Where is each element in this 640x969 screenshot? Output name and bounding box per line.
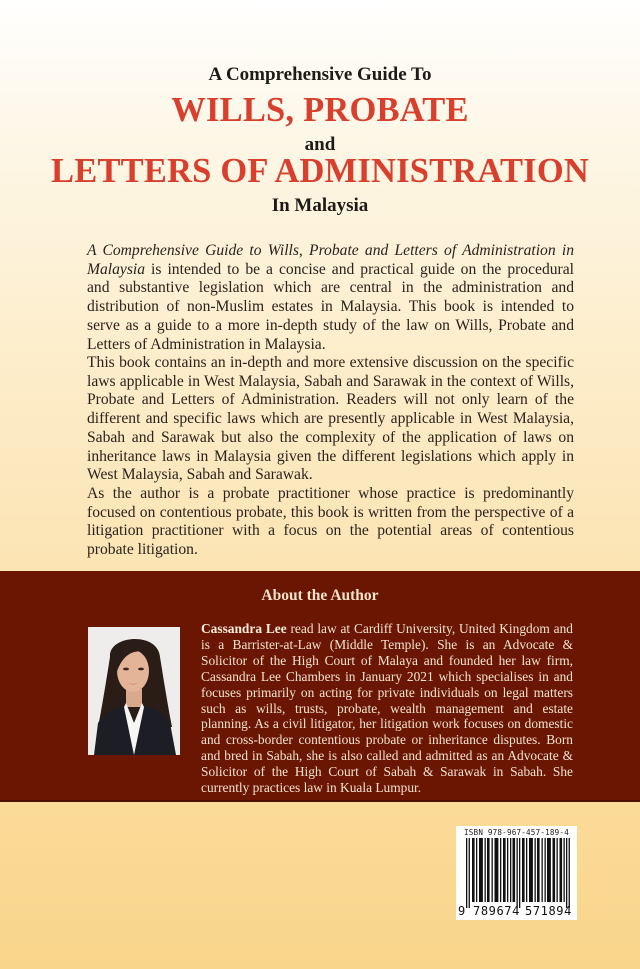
author-name: Cassandra Lee xyxy=(201,621,287,636)
author-portrait-icon xyxy=(88,627,180,755)
blurb-paragraph-3: As the author is a probate practitioner whose practice is predominantly focused on contentious probate, this book is written from the perspective of a litigation practitioner with a focus on the potential areas of contentious probate litigation. xyxy=(87,485,574,559)
about-author-heading: About the Author xyxy=(261,587,379,604)
author-photo xyxy=(88,627,180,755)
about-author-section xyxy=(0,571,640,802)
title-line-letters-of-administration: LETTERS OF ADMINISTRATION xyxy=(51,152,589,190)
author-bio xyxy=(201,621,573,796)
barcode-bars-icon xyxy=(466,838,570,908)
author-bio-text: read law at Cardiff University, United Kingdom and is a Barrister-at-Law (Middle Temple). She is an Advocate & Solicitor of the High Court of Malaya and founded her law firm, Cassandra Lee Chambers in January 2021 which specialises in and focuses primarily on acting for private individuals on legal matters such as wills, trusts, probate, wealth management and estate planning. As a civil litigator, her litigation work focuses on domestic and cross-border contentious probate or inheritance disputes. Born and bred in Sabah, she is also called and admitted as an Advocate & Solicitor of the High Court of Sabah & Sarawak in Sabah. She currently practices law in Kuala Lumpur. xyxy=(201,621,573,796)
title-line-wills-probate: WILLS, PROBATE xyxy=(171,91,469,129)
blurb-paragraph-1-text: is intended to be a concise and practical guide on the procedural and substantive legislation which are central in the administration and distribution of non-Muslim estates in Malaysia. This book is intended to serve as a guide to a more in-depth study of the law on Wills, Probate and Letters of Administration in Malaysia. xyxy=(87,260,574,353)
isbn-label: ISBN 978-967-457-189-4 xyxy=(464,828,569,837)
ean-digits xyxy=(456,905,577,918)
ean-first-digit: 9 xyxy=(458,904,466,918)
isbn-barcode xyxy=(456,826,577,920)
blurb-paragraph-1 xyxy=(87,242,574,354)
blurb-paragraph-2: This book contains an in-depth and more extensive discussion on the specific laws applicable in West Malaysia, Sabah and Sarawak in the context of Wills, Probate and Letters of Administration. Readers will not only learn of the different and specific laws which are presently applicable in West Malaysia, Sabah and Sarawak but also the complexity of the application of laws on inheritance laws in Malaysia given the different legislations which apply in West Malaysia, Sabah and Sarawak. xyxy=(87,354,574,484)
ean-right-group: 571894 xyxy=(525,904,572,918)
book-title-italic: A Comprehensive Guide to Wills, Probate and Letters of Administration in Malaysia xyxy=(87,242,574,278)
title-prefix: A Comprehensive Guide To xyxy=(208,64,432,85)
title-suffix: In Malaysia xyxy=(271,195,369,216)
title-connector: and xyxy=(304,134,336,155)
cover-bottom-section xyxy=(0,802,640,969)
ean-left-group: 789674 xyxy=(473,904,520,918)
